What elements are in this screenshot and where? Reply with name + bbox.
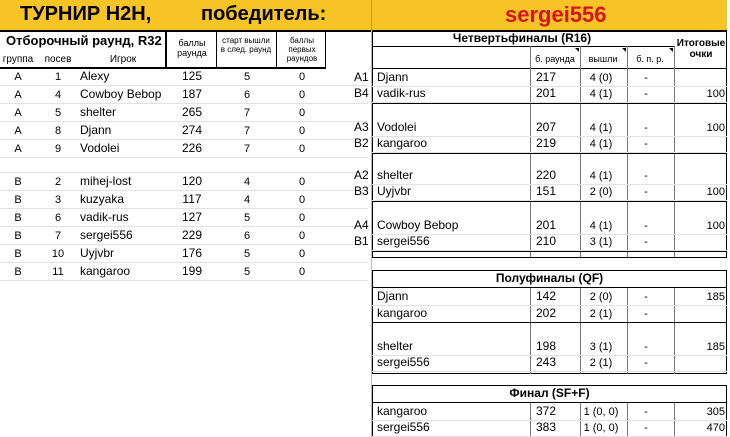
player-name: shelter: [377, 168, 414, 182]
advanced-cell: 4 (1): [589, 122, 613, 134]
player-name: Djann: [80, 123, 112, 137]
bonus-header: б. п. р.: [636, 54, 664, 64]
row-grid-line: [0, 244, 368, 245]
start-cell: 5: [243, 71, 251, 83]
winner-name: sergei556: [505, 2, 607, 27]
advanced-cell: 2 (1): [589, 308, 613, 320]
start-cell: 6: [243, 89, 251, 101]
bonus-cell: -: [644, 88, 648, 100]
points-cell: 274: [181, 123, 203, 137]
final-title: Финал (SF+F): [509, 386, 590, 400]
row-grid-line: [372, 371, 727, 372]
bonus-cell: -: [644, 357, 648, 369]
first-points-cell: 0: [298, 89, 306, 101]
points-cell: 201: [535, 218, 557, 232]
header-divider: [372, 46, 674, 47]
total-score: 100: [706, 88, 725, 100]
advanced-cell: 4 (1): [589, 170, 613, 182]
row-grid-line: [0, 121, 368, 122]
row-grid-line: [0, 85, 368, 86]
player-name: Djann: [377, 289, 409, 303]
points-cell: 210: [535, 234, 557, 248]
points-cell: 201: [535, 86, 557, 100]
points-cell: 176: [181, 246, 203, 260]
player-name: kangaroo: [377, 306, 428, 320]
seed-cell: 5: [54, 107, 62, 119]
start-cell: 4: [243, 194, 251, 206]
bonus-cell: -: [644, 422, 648, 434]
points-header: б. раунда: [535, 54, 575, 64]
start-cell: 5: [243, 266, 251, 278]
group-cell: B: [14, 176, 22, 188]
points-cell: 202: [535, 306, 557, 320]
seed-cell: 2: [54, 176, 62, 188]
first-points-cell: 0: [298, 143, 306, 155]
seed-cell: 1: [54, 71, 62, 83]
player-name: kangaroo: [377, 136, 428, 150]
points-cell: 229: [181, 228, 203, 242]
player-name: Cowboy Bebop: [377, 218, 459, 232]
seed-cell: 6: [54, 212, 62, 224]
comment-marker: [669, 48, 673, 52]
seed-cell: 11: [52, 266, 64, 278]
advanced-cell: 3 (1): [589, 341, 613, 353]
group-cell: B: [14, 194, 22, 206]
points-cell: 199: [181, 264, 203, 278]
row-grid-line: [0, 226, 368, 227]
start-cell: 4: [243, 176, 251, 188]
comment-marker: [622, 48, 626, 52]
advanced-cell: 2 (1): [589, 357, 613, 369]
points-cell: 151: [535, 184, 557, 198]
advanced-cell: 1 (0, 0): [583, 406, 619, 418]
first-points-cell: 0: [298, 194, 306, 206]
first-points-cell: 0: [298, 266, 306, 278]
total-score: 100: [706, 122, 725, 134]
points-cell: 187: [181, 87, 203, 101]
group-cell: A: [14, 71, 22, 83]
advanced-cell: 2 (0): [589, 186, 613, 198]
comment-marker: [575, 48, 579, 52]
player-name: mihej-lost: [80, 174, 132, 188]
start-cell: 7: [243, 107, 251, 119]
player-name: sergei556: [377, 355, 430, 369]
first-points-cell: 0: [298, 176, 306, 188]
row-grid-line: [0, 139, 368, 140]
total-score: 185: [706, 341, 725, 353]
points-cell: 117: [182, 192, 202, 206]
group-separator: [0, 172, 368, 173]
total-score: 185: [706, 291, 725, 303]
start-cell: 5: [243, 212, 251, 224]
player-header: Игрок: [109, 54, 137, 65]
player-name: vadik-rus: [80, 210, 129, 224]
row-grid-line: [0, 262, 368, 263]
bonus-cell: -: [644, 406, 648, 418]
start-header: старт вышли в след. раунд: [220, 36, 272, 54]
first-points-cell: 0: [298, 230, 306, 242]
bonus-cell: -: [644, 72, 648, 84]
points-cell: 265: [181, 105, 203, 119]
player-name: kangaroo: [377, 404, 428, 418]
points-cell: 207: [535, 120, 557, 134]
player-name: Djann: [377, 70, 409, 84]
header-divider: [276, 32, 277, 68]
group-cell: B: [14, 248, 22, 260]
bracket-slot: B1: [354, 234, 369, 248]
player-name: kuzyaka: [80, 192, 125, 206]
player-name: sergei556: [377, 420, 430, 434]
player-name: Alexy: [80, 69, 110, 83]
player-name: kangaroo: [80, 264, 131, 278]
group-cell: A: [14, 89, 22, 101]
points-cell: 220: [535, 168, 557, 182]
advanced-cell: 3 (1): [589, 236, 613, 248]
points-cell: 383: [535, 420, 557, 434]
bracket-slot: A3: [354, 120, 369, 134]
player-name: Vodolei: [80, 141, 120, 155]
column-divider: [371, 0, 372, 30]
first-points-cell: 0: [298, 125, 306, 137]
group-cell: A: [14, 107, 22, 119]
row-grid-line: [0, 103, 368, 104]
match-divider: [372, 251, 727, 252]
bracket-slot: A1: [354, 70, 369, 84]
player-name: Cowboy Bebop: [80, 87, 162, 101]
player-name: vadik-rus: [377, 86, 426, 100]
seed-cell: 7: [54, 230, 62, 242]
points-cell: 226: [181, 141, 203, 155]
bracket-slot: B2: [354, 136, 369, 150]
points-cell: 198: [535, 339, 557, 353]
header-banner: [0, 0, 727, 32]
total-score: 100: [706, 220, 725, 232]
total-score: 470: [706, 422, 725, 434]
first-points-cell: 0: [298, 248, 306, 260]
start-cell: 6: [243, 230, 251, 242]
seed-cell: 8: [54, 125, 62, 137]
player-name: Uyjvbr: [377, 184, 412, 198]
start-cell: 5: [243, 248, 251, 260]
points-cell: 217: [535, 70, 557, 84]
advanced-cell: 4 (1): [589, 138, 613, 150]
row-grid-line: [0, 190, 368, 191]
player-name: sergei556: [377, 234, 430, 248]
seed-cell: 3: [54, 194, 62, 206]
bonus-cell: -: [644, 291, 648, 303]
group-cell: B: [14, 230, 22, 242]
group-cell: B: [14, 266, 22, 278]
semifinal-title: Полуфиналы (QF): [495, 271, 604, 285]
bonus-cell: -: [644, 170, 648, 182]
match-divider: [372, 103, 727, 104]
advanced-cell: 4 (1): [589, 220, 613, 232]
winner-label: победитель:: [201, 3, 327, 25]
match-divider: [372, 153, 727, 154]
row-grid-line: [0, 208, 368, 209]
seed-cell: 10: [51, 248, 65, 260]
match-divider: [372, 322, 727, 323]
start-cell: 7: [243, 125, 251, 137]
first-points-cell: 0: [298, 107, 306, 119]
bracket-slot: B3: [354, 184, 369, 198]
points-cell: 125: [181, 69, 203, 83]
bonus-cell: -: [644, 138, 648, 150]
advanced-cell: 4 (0): [589, 72, 613, 84]
bracket-slot: A4: [354, 218, 369, 232]
points-cell: 120: [181, 174, 203, 188]
total-score: 100: [706, 186, 725, 198]
points-cell: 127: [181, 210, 203, 224]
player-name: Uyjvbr: [80, 246, 115, 260]
player-name: shelter: [80, 105, 117, 119]
bonus-cell: -: [644, 308, 648, 320]
bracket-slot: B4: [354, 86, 369, 100]
advanced-cell: 1 (0, 0): [583, 422, 619, 434]
points-cell: 372: [535, 404, 557, 418]
bonus-cell: -: [644, 220, 648, 232]
tournament-title: ТУРНИР Н2Н,: [20, 3, 152, 25]
group-cell: A: [14, 143, 22, 155]
group-header: группа: [2, 54, 34, 65]
first-points-cell: 0: [298, 212, 306, 224]
advanced-cell: 4 (1): [589, 88, 613, 100]
qualifier-title: Отборочный раунд, R32: [6, 33, 162, 48]
bonus-cell: -: [644, 236, 648, 248]
bracket-slot: A2: [354, 168, 369, 182]
row-grid-line: [0, 280, 368, 281]
bonus-cell: -: [644, 341, 648, 353]
header-divider: [216, 32, 217, 68]
group-cell: A: [14, 125, 22, 137]
player-name: Vodolei: [377, 120, 417, 134]
bonus-cell: -: [644, 186, 648, 198]
points-cell: 243: [535, 355, 557, 369]
first-points-header: баллы первых раундов: [286, 36, 318, 63]
player-name: shelter: [377, 339, 414, 353]
group-cell: B: [14, 212, 22, 224]
points-cell: 142: [535, 289, 557, 303]
quarterfinal-title: Четвертьфиналы (R16): [452, 31, 592, 45]
advanced-cell: 2 (0): [589, 291, 613, 303]
match-divider: [372, 201, 727, 202]
first-points-cell: 0: [298, 71, 306, 83]
total-score: 305: [706, 406, 725, 418]
seed-cell: 4: [54, 89, 62, 101]
seed-cell: 9: [54, 143, 62, 155]
start-cell: 7: [243, 143, 251, 155]
points-cell: 219: [535, 136, 557, 150]
player-name: sergei556: [80, 228, 133, 242]
bonus-cell: -: [644, 122, 648, 134]
final-score-header: Итоговые очки: [676, 38, 726, 60]
row-grid-line: [0, 157, 368, 158]
points-header: баллы раунда: [177, 38, 207, 58]
advanced-header: вышли: [588, 54, 618, 64]
seed-header: посев: [44, 54, 72, 65]
